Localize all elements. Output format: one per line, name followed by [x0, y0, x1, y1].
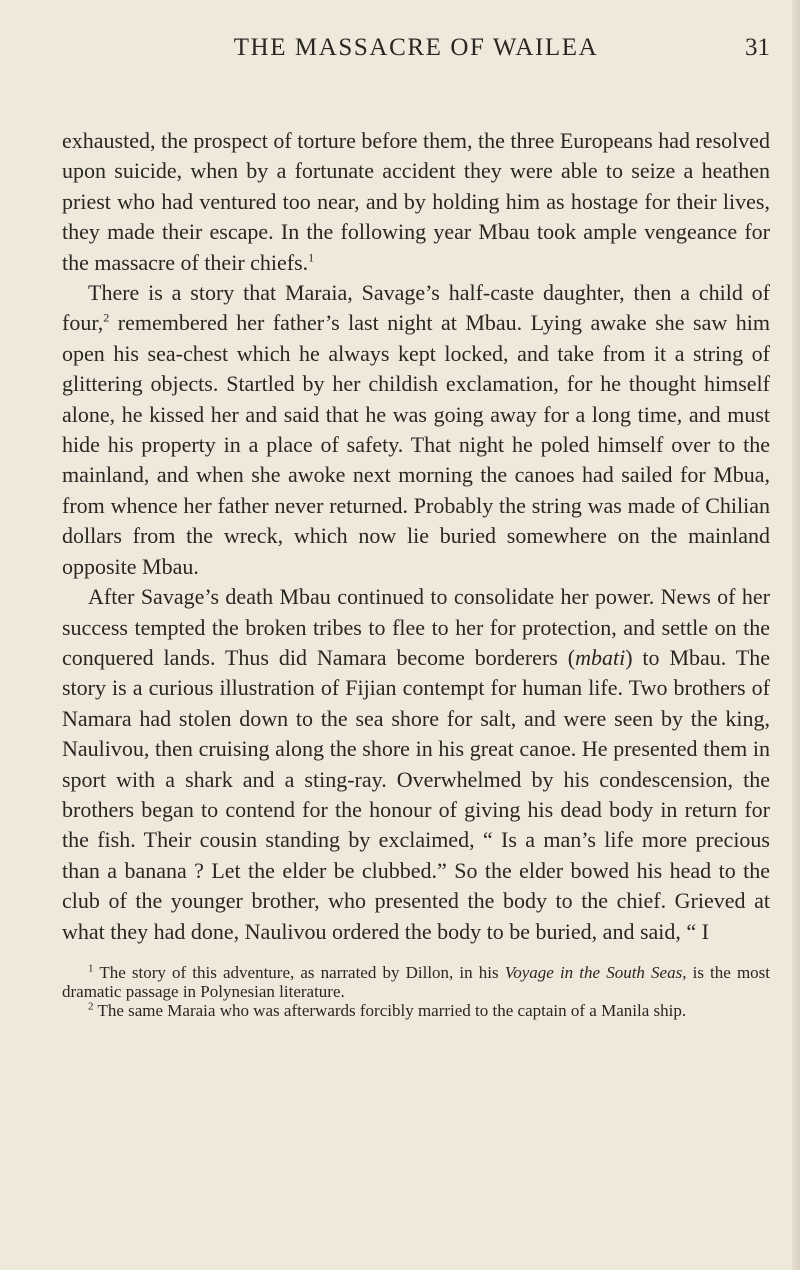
paragraph-1	[62, 126, 770, 278]
book-page	[62, 30, 770, 1020]
footnote-1	[62, 963, 770, 1001]
paragraph-text: There is a story that Maraia, Savage’s half-caste daughter, then a child of four,	[62, 280, 770, 336]
body-text	[62, 126, 770, 947]
paragraph-text: exhausted, the prospect of torture before them, the three Europeans had resolved upon suicide, when by a fortunate accident they were able to seize a heathen priest who had ventured too near, and by holding him as hostage for their lives, they made their escape. In the following year Mbau took ample vengeance for the massacre of their chiefs.	[62, 128, 771, 275]
running-title: THE MASSACRE OF WAILEA	[233, 34, 599, 61]
page-number: 31	[745, 34, 770, 61]
paragraph-text: remembered her father’s last night at Mbau. Lying awake she saw him open his sea-chest which he always kept locked, and take from it a string of glittering objects. Startled by her childish exclamation, for he thought himself alone, he kissed her and said that he was going away for a long time, and must hide his property in a place of safety. That night he poled himself over to the mainland, and when she awoke next morning the canoes had sailed for Mbua, from whence her father never returned. Probably the string was made of Chilian dollars from the wreck, which now lie buried somewhere on the mainland opposite Mbau.	[62, 310, 770, 579]
italic-term: mbati	[575, 644, 626, 670]
footnote-mark: 1	[88, 962, 94, 975]
footnote-reference: 1	[308, 250, 315, 265]
footnote-text: The story of this adventure, as narrated by Dillon, in his	[93, 962, 505, 982]
footnote-text: , is the most dramatic passage in Polynesian literature.	[62, 962, 771, 1001]
paragraph-2	[62, 278, 770, 582]
footnote-mark: 2	[88, 1000, 94, 1013]
footnotes	[62, 963, 770, 1020]
footnote-text: The same Maraia who was afterwards forcibly married to the captain of a Manila ship.	[93, 1000, 687, 1020]
paragraph-3	[62, 582, 770, 947]
footnote-reference: 2	[103, 311, 110, 326]
page-edge	[792, 0, 800, 1270]
running-head	[62, 30, 770, 80]
paragraph-text: ) to Mbau. The story is a curious illustration of Fijian contempt for human life. Two brothers of Namara had stolen down to the sea shore for salt, and were seen by the king, Naulivou, then cruising along the shore in his great canoe. He presented them in sport with a shark and a sting-ray. Overwhelmed by his condescension, the brothers began to contend for the honour of giving his dead body in return for the fish. Their cousin standing by exclaimed, “ Is a man’s life more precious than a banana ? Let the elder be clubbed.” So the elder bowed his head to the club of the younger brother, who presented the body to the chief. Grieved at what they had done, Naulivou ordered the body to be buried, and said, “ I	[62, 644, 770, 944]
paragraph-text: After Savage’s death Mbau continued to consolidate her power. News of her success tempted the broken tribes to flee to her for protection, and settle on the conquered lands. Thus did Namara become borderers (	[62, 584, 770, 670]
footnote-2	[62, 1001, 770, 1020]
book-title: Voyage in the South Seas	[504, 962, 683, 982]
